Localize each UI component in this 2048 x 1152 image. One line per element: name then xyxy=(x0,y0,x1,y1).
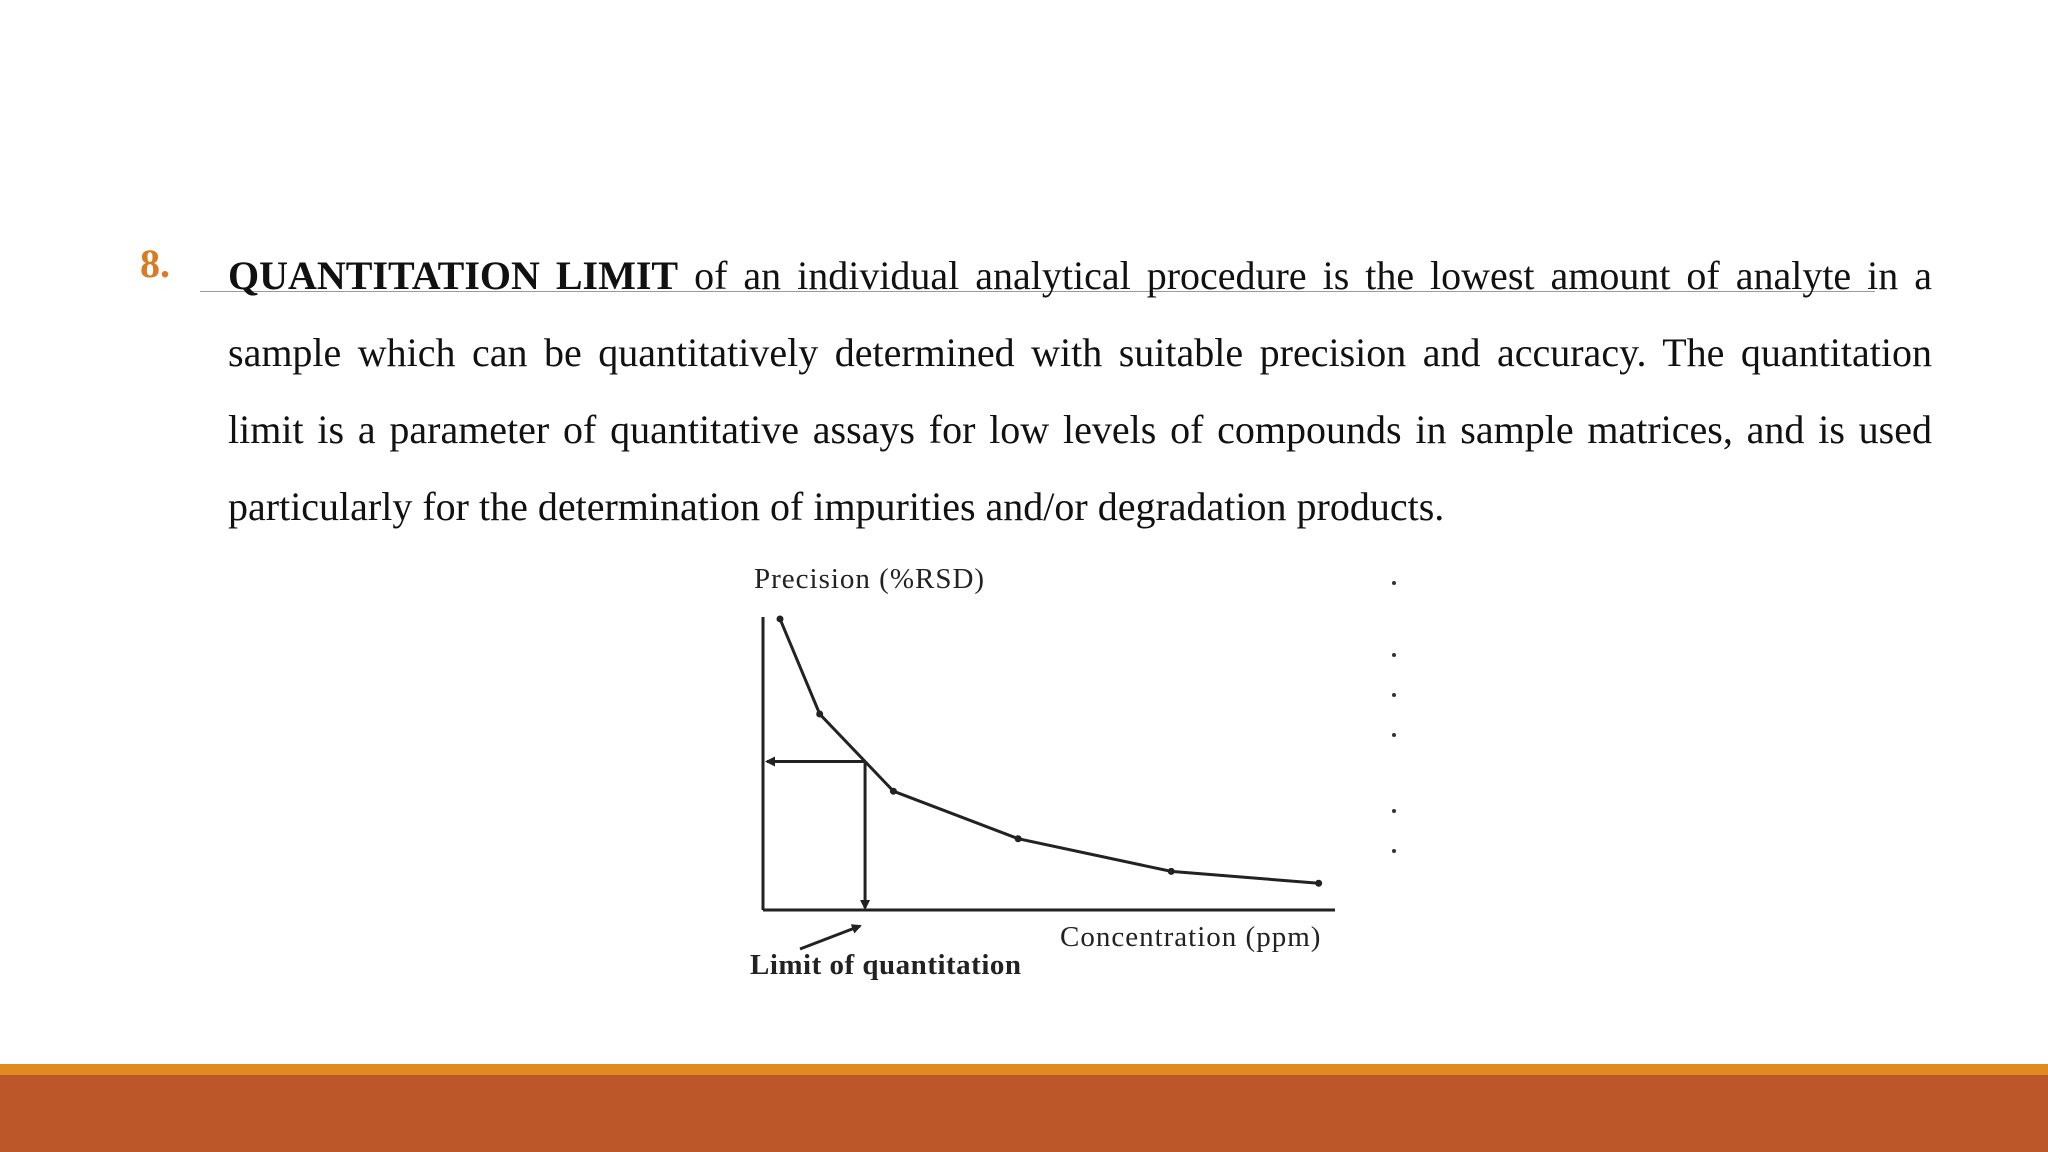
precision-curve xyxy=(780,619,1319,883)
precision-concentration-figure xyxy=(740,555,1400,995)
loq-pointer-arrow xyxy=(800,926,860,949)
loq-annotation: Limit of quantitation xyxy=(750,949,1022,981)
x-axis-label: Concentration (ppm) xyxy=(1060,921,1322,953)
y-axis-label: Precision (%RSD) xyxy=(754,563,986,595)
data-point-6 xyxy=(1315,880,1322,887)
item-number: 8. xyxy=(140,241,170,286)
footer-band xyxy=(0,1075,2048,1152)
loq-guides xyxy=(767,762,865,909)
data-point-3 xyxy=(890,788,897,795)
term-heading: QUANTITATION LIMIT xyxy=(228,253,679,298)
margin-dots xyxy=(1392,581,1396,853)
definition-paragraph xyxy=(228,237,1932,545)
footer-accent-stripe xyxy=(0,1064,2048,1075)
data-point-2 xyxy=(816,710,823,717)
definition-text: of an individual analytical procedure is the lowest amount of analyte in a sample which can be quantitatively determined with suitable precision and accuracy. The quantitation limit is a parameter of quantitative assays for low levels of compounds in sample matrices, and is used particularly for the determination of impurities and/or degradation products. xyxy=(228,253,1932,529)
data-point-1 xyxy=(777,615,784,622)
data-point-4 xyxy=(1015,835,1022,842)
data-point-5 xyxy=(1168,868,1175,875)
